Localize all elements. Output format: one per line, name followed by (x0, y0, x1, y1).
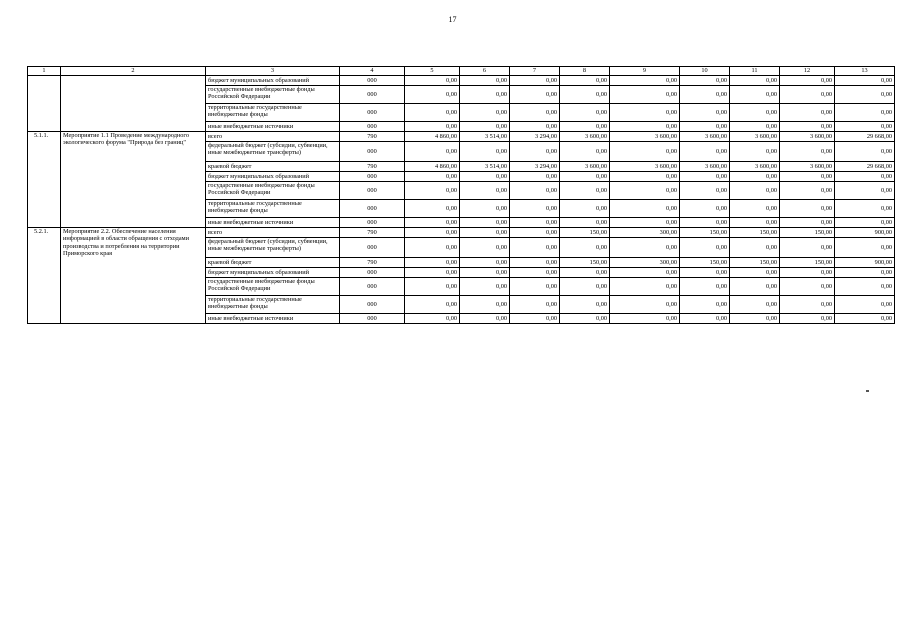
funding-source-cell: государственные внебюджетные фонды Российской Федерации (206, 182, 340, 200)
value-cell: 0,00 (610, 104, 680, 122)
value-cell: 3 600,00 (730, 132, 780, 142)
value-cell: 3 600,00 (730, 162, 780, 172)
funding-source-cell: иные внебюджетные источники (206, 122, 340, 132)
value-cell: 0,00 (680, 200, 730, 218)
scan-mark (866, 390, 869, 392)
value-cell: 0,00 (460, 86, 510, 104)
value-cell: 3 600,00 (610, 162, 680, 172)
item-name-cell: Мероприятие 2.2. Обеспечение населения информацией в области обращения с отходами производства и потребления на территории Приморского края (61, 228, 206, 324)
value-cell: 0,00 (610, 314, 680, 324)
value-cell: 0,00 (510, 172, 560, 182)
value-cell: 0,00 (610, 86, 680, 104)
code-cell: 000 (340, 122, 405, 132)
funding-source-cell: иные внебюджетные источники (206, 314, 340, 324)
value-cell: 150,00 (680, 228, 730, 238)
code-cell: 790 (340, 162, 405, 172)
value-cell: 0,00 (610, 218, 680, 228)
code-cell: 000 (340, 238, 405, 258)
value-cell: 0,00 (680, 218, 730, 228)
value-cell: 300,00 (610, 258, 680, 268)
value-cell: 0,00 (510, 228, 560, 238)
value-cell: 3 600,00 (780, 132, 835, 142)
value-cell: 3 514,00 (460, 132, 510, 142)
value-cell: 0,00 (560, 238, 610, 258)
header-cell: 1 (28, 67, 61, 76)
value-cell: 29 668,00 (835, 132, 895, 142)
value-cell: 0,00 (560, 182, 610, 200)
value-cell: 0,00 (680, 296, 730, 314)
value-cell: 0,00 (560, 172, 610, 182)
value-cell: 0,00 (780, 172, 835, 182)
item-number-cell: 5.1.1. (28, 132, 61, 228)
value-cell: 0,00 (510, 314, 560, 324)
value-cell: 0,00 (460, 268, 510, 278)
value-cell: 0,00 (835, 200, 895, 218)
value-cell: 0,00 (680, 86, 730, 104)
value-cell: 0,00 (560, 278, 610, 296)
value-cell: 3 600,00 (610, 132, 680, 142)
value-cell: 0,00 (835, 296, 895, 314)
header-cell: 11 (730, 67, 780, 76)
value-cell: 3 294,00 (510, 162, 560, 172)
value-cell: 0,00 (680, 172, 730, 182)
value-cell: 29 668,00 (835, 162, 895, 172)
funding-source-cell: всего (206, 228, 340, 238)
value-cell: 0,00 (730, 200, 780, 218)
funding-source-cell: всего (206, 132, 340, 142)
value-cell: 0,00 (610, 268, 680, 278)
funding-source-cell: бюджет муниципальных образований (206, 172, 340, 182)
value-cell: 0,00 (460, 182, 510, 200)
value-cell: 0,00 (460, 238, 510, 258)
value-cell: 0,00 (510, 104, 560, 122)
value-cell: 0,00 (680, 122, 730, 132)
value-cell: 0,00 (680, 104, 730, 122)
value-cell: 0,00 (510, 218, 560, 228)
value-cell: 0,00 (835, 122, 895, 132)
value-cell: 0,00 (730, 314, 780, 324)
value-cell: 300,00 (610, 228, 680, 238)
value-cell: 0,00 (835, 268, 895, 278)
value-cell: 0,00 (405, 278, 460, 296)
value-cell: 0,00 (610, 238, 680, 258)
value-cell: 0,00 (610, 200, 680, 218)
value-cell: 0,00 (405, 268, 460, 278)
funding-source-cell: федеральный бюджет (субсидии, субвенции, иные межбюджетные трансферты) (206, 238, 340, 258)
value-cell: 0,00 (510, 182, 560, 200)
code-cell: 000 (340, 218, 405, 228)
value-cell: 0,00 (560, 218, 610, 228)
table-row (28, 228, 895, 238)
value-cell: 0,00 (780, 182, 835, 200)
code-cell: 790 (340, 228, 405, 238)
value-cell: 0,00 (405, 142, 460, 162)
value-cell: 0,00 (560, 122, 610, 132)
code-cell: 000 (340, 142, 405, 162)
value-cell: 0,00 (730, 278, 780, 296)
header-cell: 12 (780, 67, 835, 76)
value-cell: 0,00 (405, 182, 460, 200)
value-cell: 0,00 (730, 122, 780, 132)
code-cell: 000 (340, 86, 405, 104)
value-cell: 0,00 (405, 122, 460, 132)
value-cell: 0,00 (780, 104, 835, 122)
funding-source-cell: государственные внебюджетные фонды Российской Федерации (206, 86, 340, 104)
value-cell: 0,00 (405, 218, 460, 228)
value-cell: 0,00 (730, 172, 780, 182)
value-cell: 0,00 (560, 86, 610, 104)
value-cell: 0,00 (560, 142, 610, 162)
value-cell: 0,00 (780, 122, 835, 132)
value-cell: 0,00 (510, 268, 560, 278)
value-cell: 0,00 (460, 142, 510, 162)
value-cell: 0,00 (405, 76, 460, 86)
value-cell: 0,00 (405, 104, 460, 122)
value-cell: 150,00 (780, 228, 835, 238)
item-name-cell: Мероприятие 1.1 Проведение международного экологического форума "Природа без границ" (61, 132, 206, 228)
value-cell: 0,00 (780, 142, 835, 162)
value-cell: 150,00 (560, 258, 610, 268)
value-cell: 0,00 (510, 238, 560, 258)
value-cell: 0,00 (560, 296, 610, 314)
value-cell: 0,00 (835, 238, 895, 258)
value-cell: 0,00 (460, 278, 510, 296)
value-cell: 4 860,00 (405, 132, 460, 142)
value-cell: 0,00 (730, 268, 780, 278)
value-cell: 0,00 (835, 172, 895, 182)
value-cell: 4 860,00 (405, 162, 460, 172)
value-cell: 0,00 (610, 76, 680, 86)
value-cell: 0,00 (730, 142, 780, 162)
value-cell: 3 514,00 (460, 162, 510, 172)
value-cell: 0,00 (560, 200, 610, 218)
funding-source-cell: краевой бюджет (206, 258, 340, 268)
funding-source-cell: иные внебюджетные источники (206, 218, 340, 228)
value-cell: 0,00 (510, 86, 560, 104)
value-cell: 0,00 (510, 278, 560, 296)
value-cell: 0,00 (610, 122, 680, 132)
value-cell: 0,00 (610, 172, 680, 182)
budget-table (27, 66, 895, 324)
value-cell: 900,00 (835, 228, 895, 238)
value-cell: 0,00 (680, 142, 730, 162)
value-cell: 0,00 (835, 182, 895, 200)
header-cell: 9 (610, 67, 680, 76)
value-cell: 0,00 (510, 296, 560, 314)
value-cell: 0,00 (405, 86, 460, 104)
value-cell: 0,00 (405, 314, 460, 324)
value-cell: 0,00 (730, 218, 780, 228)
value-cell: 0,00 (405, 172, 460, 182)
value-cell: 0,00 (560, 104, 610, 122)
value-cell: 0,00 (835, 76, 895, 86)
value-cell: 0,00 (835, 218, 895, 228)
value-cell: 0,00 (460, 122, 510, 132)
value-cell: 0,00 (405, 200, 460, 218)
header-cell: 10 (680, 67, 730, 76)
value-cell: 0,00 (680, 76, 730, 86)
value-cell: 0,00 (460, 104, 510, 122)
header-cell: 4 (340, 67, 405, 76)
value-cell: 0,00 (835, 278, 895, 296)
value-cell: 0,00 (610, 182, 680, 200)
funding-source-cell: бюджет муниципальных образований (206, 268, 340, 278)
value-cell: 150,00 (730, 258, 780, 268)
item-name-cell (61, 76, 206, 132)
value-cell: 0,00 (560, 268, 610, 278)
value-cell: 0,00 (730, 238, 780, 258)
code-cell: 790 (340, 132, 405, 142)
value-cell: 0,00 (780, 314, 835, 324)
value-cell: 150,00 (560, 228, 610, 238)
funding-source-cell: государственные внебюджетные фонды Российской Федерации (206, 278, 340, 296)
header-cell: 3 (206, 67, 340, 76)
value-cell: 0,00 (835, 86, 895, 104)
value-cell: 0,00 (835, 314, 895, 324)
header-cell: 5 (405, 67, 460, 76)
code-cell: 000 (340, 296, 405, 314)
value-cell: 0,00 (780, 278, 835, 296)
value-cell: 0,00 (460, 172, 510, 182)
funding-source-cell: краевой бюджет (206, 162, 340, 172)
funding-source-cell: территориальные государственные внебюджетные фонды (206, 296, 340, 314)
value-cell: 3 600,00 (560, 162, 610, 172)
value-cell: 0,00 (460, 218, 510, 228)
code-cell: 000 (340, 76, 405, 86)
value-cell: 0,00 (460, 258, 510, 268)
value-cell: 0,00 (405, 238, 460, 258)
funding-source-cell: бюджет муниципальных образований (206, 76, 340, 86)
code-cell: 790 (340, 258, 405, 268)
value-cell: 0,00 (680, 278, 730, 296)
value-cell: 150,00 (780, 258, 835, 268)
item-number-cell (28, 76, 61, 132)
value-cell: 3 600,00 (680, 132, 730, 142)
item-number-cell: 5.2.1. (28, 228, 61, 324)
code-cell: 000 (340, 200, 405, 218)
table-row (28, 132, 895, 142)
funding-source-cell: территориальные государственные внебюджетные фонды (206, 104, 340, 122)
value-cell: 0,00 (510, 76, 560, 86)
value-cell: 0,00 (610, 142, 680, 162)
code-cell: 000 (340, 314, 405, 324)
value-cell: 0,00 (510, 122, 560, 132)
header-cell: 13 (835, 67, 895, 76)
page-number: 17 (448, 15, 457, 24)
value-cell: 0,00 (835, 142, 895, 162)
code-cell: 000 (340, 268, 405, 278)
value-cell: 3 294,00 (510, 132, 560, 142)
value-cell: 0,00 (560, 76, 610, 86)
value-cell: 0,00 (780, 218, 835, 228)
code-cell: 000 (340, 172, 405, 182)
value-cell: 0,00 (730, 182, 780, 200)
header-row (28, 67, 895, 76)
value-cell: 3 600,00 (780, 162, 835, 172)
value-cell: 0,00 (835, 104, 895, 122)
value-cell: 0,00 (680, 182, 730, 200)
header-cell: 7 (510, 67, 560, 76)
value-cell: 0,00 (510, 258, 560, 268)
value-cell: 0,00 (510, 142, 560, 162)
value-cell: 0,00 (460, 314, 510, 324)
value-cell: 0,00 (780, 296, 835, 314)
value-cell: 0,00 (460, 296, 510, 314)
funding-source-cell: территориальные государственные внебюджетные фонды (206, 200, 340, 218)
table-row (28, 76, 895, 86)
code-cell: 000 (340, 278, 405, 296)
value-cell: 0,00 (460, 200, 510, 218)
value-cell: 900,00 (835, 258, 895, 268)
value-cell: 0,00 (780, 76, 835, 86)
value-cell: 0,00 (405, 258, 460, 268)
value-cell: 3 600,00 (680, 162, 730, 172)
value-cell: 150,00 (730, 228, 780, 238)
value-cell: 0,00 (780, 200, 835, 218)
code-cell: 000 (340, 104, 405, 122)
value-cell: 0,00 (730, 296, 780, 314)
funding-source-cell: федеральный бюджет (субсидии, субвенции, иные межбюджетные трансферты) (206, 142, 340, 162)
value-cell: 0,00 (730, 104, 780, 122)
value-cell: 0,00 (730, 76, 780, 86)
value-cell: 0,00 (680, 268, 730, 278)
value-cell: 0,00 (680, 314, 730, 324)
header-cell: 6 (460, 67, 510, 76)
code-cell: 000 (340, 182, 405, 200)
value-cell: 0,00 (780, 86, 835, 104)
value-cell: 0,00 (680, 238, 730, 258)
value-cell: 0,00 (460, 228, 510, 238)
value-cell: 0,00 (730, 86, 780, 104)
header-cell: 8 (560, 67, 610, 76)
value-cell: 0,00 (510, 200, 560, 218)
value-cell: 0,00 (405, 228, 460, 238)
value-cell: 0,00 (780, 268, 835, 278)
value-cell: 150,00 (680, 258, 730, 268)
value-cell: 0,00 (460, 76, 510, 86)
header-cell: 2 (61, 67, 206, 76)
value-cell: 0,00 (405, 296, 460, 314)
value-cell: 0,00 (610, 296, 680, 314)
value-cell: 3 600,00 (560, 132, 610, 142)
value-cell: 0,00 (780, 238, 835, 258)
value-cell: 0,00 (560, 314, 610, 324)
value-cell: 0,00 (610, 278, 680, 296)
